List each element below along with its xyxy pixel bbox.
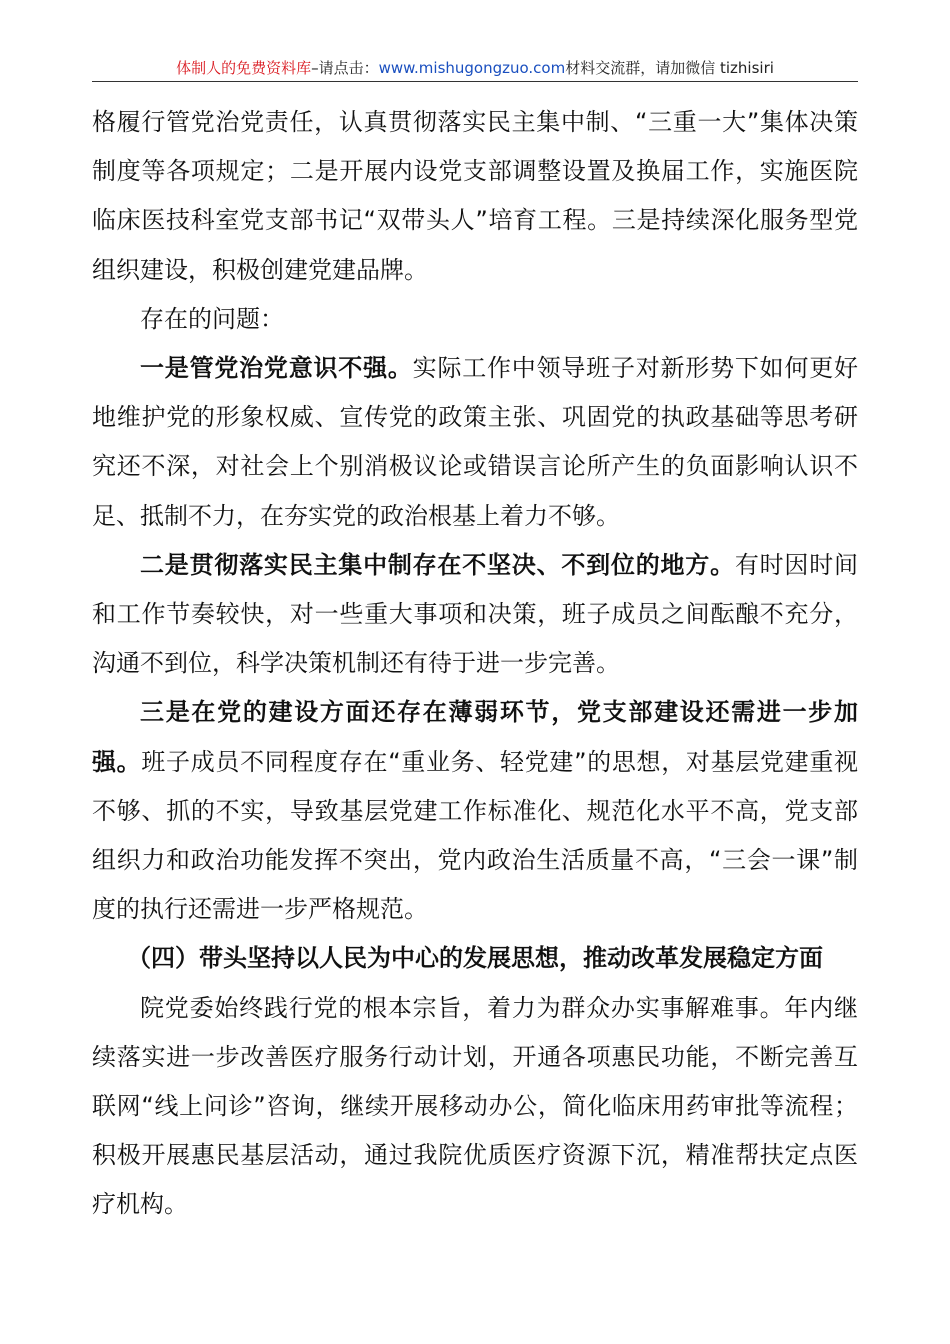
- header-site-name: 体制人的免费资料库: [176, 59, 312, 77]
- paragraph-continued: 格履行管党治党责任，认真贯彻落实民主集中制、“三重一大”集体决策制度等各项规定；二是开展内设党支部调整设置及换届工作，实施医院临床医技科室党支部书记“双带头人”培育工程。三是持续深化服务型党组织建设，积极创建党建品牌。: [92, 108, 858, 284]
- header-contact: 材料交流群，请加微信 tizhisiri: [565, 59, 774, 77]
- page-header: [92, 58, 858, 78]
- issue-1-text: 实际工作中领导班子对新形势下如何更好地维护党的形象权威、宣传党的政策主张、巩固党的执政基础等思考研究还不深，对社会上个别消极议论或错误言论所产生的负面影响认识不足、抵制不力，在夯实党的政治根基上着力不够。: [92, 354, 859, 530]
- issue-paragraph-3: [92, 688, 858, 934]
- issue-2-text: 有时因时间和工作节奏较快，对一些重大事项和决策，班子成员之间酝酿不充分，沟通不到位，科学决策机制还有待于进一步完善。: [92, 550, 859, 678]
- section-4-heading: （四）带头坚持以人民为中心的发展思想，推动改革发展稳定方面: [127, 944, 823, 973]
- header-divider: [92, 81, 858, 82]
- document-body: [92, 98, 858, 1230]
- issue-paragraph-1: [92, 344, 858, 541]
- problems-label: 存在的问题：: [140, 304, 284, 333]
- issue-paragraph-2: [92, 541, 858, 689]
- issue-3-text: 班子成员不同程度存在“重业务、轻党建”的思想，对基层党建重视不够、抓的不实，导致基层党建工作标准化、规范化水平不高，党支部组织力和政治功能发挥不突出，党内政治生活质量不高，“三会一课”制度的执行还需进一步严格规范。: [92, 747, 859, 924]
- issue-2-title: 二是贯彻落实民主集中制存在不坚决、不到位的地方。: [140, 550, 735, 579]
- issue-1-title: 一是管党治党意识不强。: [140, 354, 413, 383]
- issue-3-title: 三是在党的建设方面还存在薄弱环节，党支部建设还需进一步加强。: [92, 698, 858, 776]
- header-click-prompt: –请点击：: [311, 59, 379, 77]
- section-4-paragraph: 院党委始终践行党的根本宗旨，着力为群众办实事解难事。年内继续落实进一步改善医疗服务行动计划，开通各项惠民功能，不断完善互联网“线上问诊”咨询，继续开展移动办公，简化临床用药审批等流程；积极开展惠民基层活动，通过我院优质医疗资源下沉，精准帮扶定点医疗机构。: [92, 993, 858, 1219]
- header-url-link[interactable]: www.mishugongzuo.com: [378, 59, 566, 77]
